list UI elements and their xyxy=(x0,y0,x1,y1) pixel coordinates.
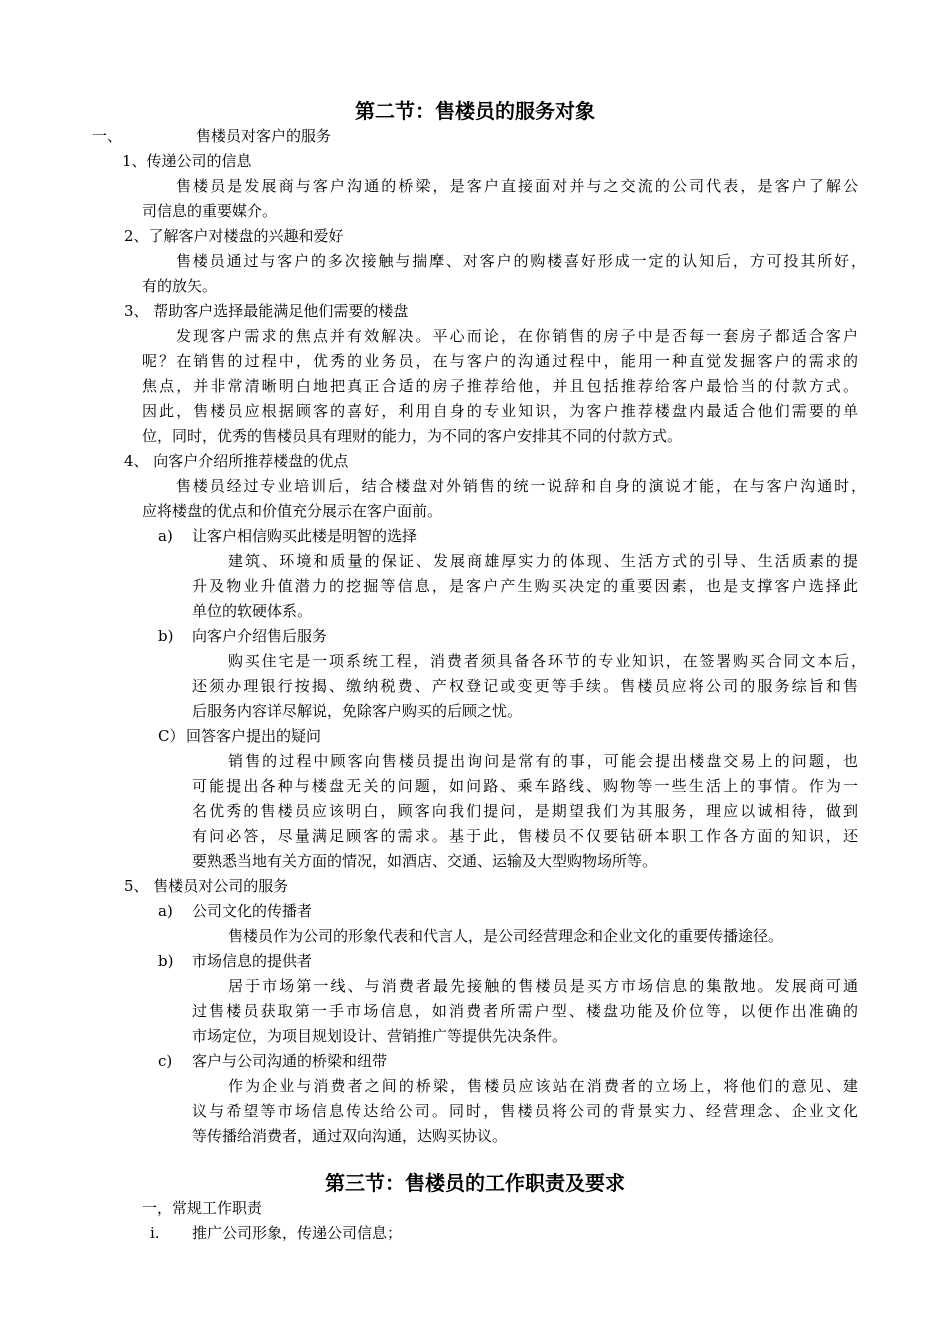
paragraph-line: 应将楼盘的优点和价值充分展示在客户面前。 xyxy=(142,502,443,520)
paragraph-line: 市场定位，为项目规划设计、营销推广等提供先决条件。 xyxy=(192,1027,568,1045)
sub-heading: 公司文化的传播者 xyxy=(192,902,313,920)
item-heading: 2、了解客户对楼盘的兴趣和爱好 xyxy=(124,227,344,245)
paragraph-line: 可能提出各种与楼盘无关的问题，如问路、乘车路线、购物等一些生活上的事情。作为一 xyxy=(192,777,858,795)
paragraph-line: 售楼员通过与客户的多次接触与揣摩、对客户的购楼喜好形成一定的认知后，方可投其所好， xyxy=(176,252,866,270)
paragraph-line: 建筑、环境和质量的保证、发展商雄厚实力的体现、生活方式的引导、生活质素的提 xyxy=(228,552,858,570)
paragraph-line: 要熟悉当地有关方面的情况，如酒店、交通、运输及大型购物场所等。 xyxy=(192,852,658,870)
part-number: 一、 xyxy=(92,127,123,145)
paragraph-line: 后服务内容详尽解说，免除客户购买的后顾之忧。 xyxy=(192,702,523,720)
part-heading: 售楼员对客户的服务 xyxy=(196,127,332,145)
section-title: 第三节：售楼员的工作职责及要求 xyxy=(325,1171,625,1195)
item-heading: 3、 帮助客户选择最能满足他们需要的楼盘 xyxy=(124,302,409,320)
paragraph-line: 销售的过程中顾客向售楼员提出询问是常有的事，可能会提出楼盘交易上的问题，也 xyxy=(228,752,858,770)
paragraph-line: 售楼员是发展商与客户沟通的桥梁，是客户直接面对并与之交流的公司代表，是客户了解公 xyxy=(176,177,858,195)
paragraph-line: 有问必答，尽量满足顾客的需求。基于此，售楼员不仅要钻研本职工作各方面的知识，还 xyxy=(192,827,858,845)
paragraph-line: 居于市场第一线、与消费者最先接触的售楼员是买方市场信息的集散地。发展商可通 xyxy=(228,977,858,995)
paragraph-line: 呢？在销售的过程中，优秀的业务员，在与客户的沟通过程中，能用一种直觉发掘客户的需求的 xyxy=(142,352,858,370)
paragraph-line: 位，同时，优秀的售楼员具有理财的能力，为不同的客户安排其不同的付款方式。 xyxy=(142,427,683,445)
sub-heading: 回答客户提出的疑问 xyxy=(186,727,322,745)
sub-marker: b) xyxy=(158,627,174,645)
part-heading: 一，常规工作职责 xyxy=(142,1199,263,1217)
paragraph-line: 焦点，并非常清晰明白地把真正合适的房子推荐给他，并且包括推荐给客户最恰当的付款方式。 xyxy=(142,377,858,395)
list-marker: i. xyxy=(150,1224,160,1242)
sub-heading: 客户与公司沟通的桥梁和纽带 xyxy=(192,1052,388,1070)
paragraph-line: 单位的软硬体系。 xyxy=(192,602,313,620)
sub-heading: 向客户介绍售后服务 xyxy=(192,627,328,645)
sub-marker: a) xyxy=(158,527,173,545)
list-item: 推广公司形象，传递公司信息； xyxy=(192,1224,403,1242)
item-heading: 4、 向客户介绍所推荐楼盘的优点 xyxy=(124,452,349,470)
sub-marker: b) xyxy=(158,952,174,970)
paragraph-line: 因此，售楼员应根据顾客的喜好，利用自身的专业知识，为客户推荐楼盘内最适合他们需要的单 xyxy=(142,402,858,420)
paragraph-line: 售楼员作为公司的形象代表和代言人，是公司经营理念和企业文化的重要传播途径。 xyxy=(228,927,784,945)
paragraph-line: 还须办理银行按揭、缴纳税费、产权登记或变更等手续。售楼员应将公司的服务综旨和售 xyxy=(192,677,858,695)
sub-marker: a) xyxy=(158,902,173,920)
section-title: 第二节：售楼员的服务对象 xyxy=(355,99,595,123)
paragraph-line: 议与希望等市场信息传达给公司。同时，售楼员将公司的背景实力、经营理念、企业文化 xyxy=(192,1102,858,1120)
paragraph-line: 过售楼员获取第一手市场信息，如消费者所需户型、楼盘功能及价位等，以便作出准确的 xyxy=(192,1002,858,1020)
paragraph-line: 司信息的重要媒介。 xyxy=(142,202,278,220)
sub-marker: C） xyxy=(158,727,185,745)
paragraph-line: 等传播给消费者，通过双向沟通，达购买协议。 xyxy=(192,1127,508,1145)
item-heading: 5、 售楼员对公司的服务 xyxy=(124,877,289,895)
paragraph-line: 售楼员经过专业培训后，结合楼盘对外销售的统一说辞和自身的演说才能，在与客户沟通时， xyxy=(176,477,866,495)
paragraph-line: 购买住宅是一项系统工程，消费者须具备各环节的专业知识，在签署购买合同文本后， xyxy=(228,652,866,670)
sub-heading: 市场信息的提供者 xyxy=(192,952,313,970)
paragraph-line: 作为企业与消费者之间的桥梁，售楼员应该站在消费者的立场上，将他们的意见、建 xyxy=(228,1077,858,1095)
paragraph-line: 有的放矢。 xyxy=(142,277,218,295)
sub-marker: c) xyxy=(158,1052,173,1070)
paragraph-line: 升及物业升值潜力的挖掘等信息，是客户产生购买决定的重要因素，也是支撑客户选择此 xyxy=(192,577,858,595)
sub-heading: 让客户相信购买此楼是明智的选择 xyxy=(192,527,418,545)
paragraph-line: 发现客户需求的焦点并有效解决。平心而论，在你销售的房子中是否每一套房子都适合客户 xyxy=(176,327,858,345)
item-heading: 1、传递公司的信息 xyxy=(122,152,252,170)
paragraph-line: 名优秀的售楼员应该明白，顾客向我们提问，是期望我们为其服务，理应以诚相待，做到 xyxy=(192,802,858,820)
